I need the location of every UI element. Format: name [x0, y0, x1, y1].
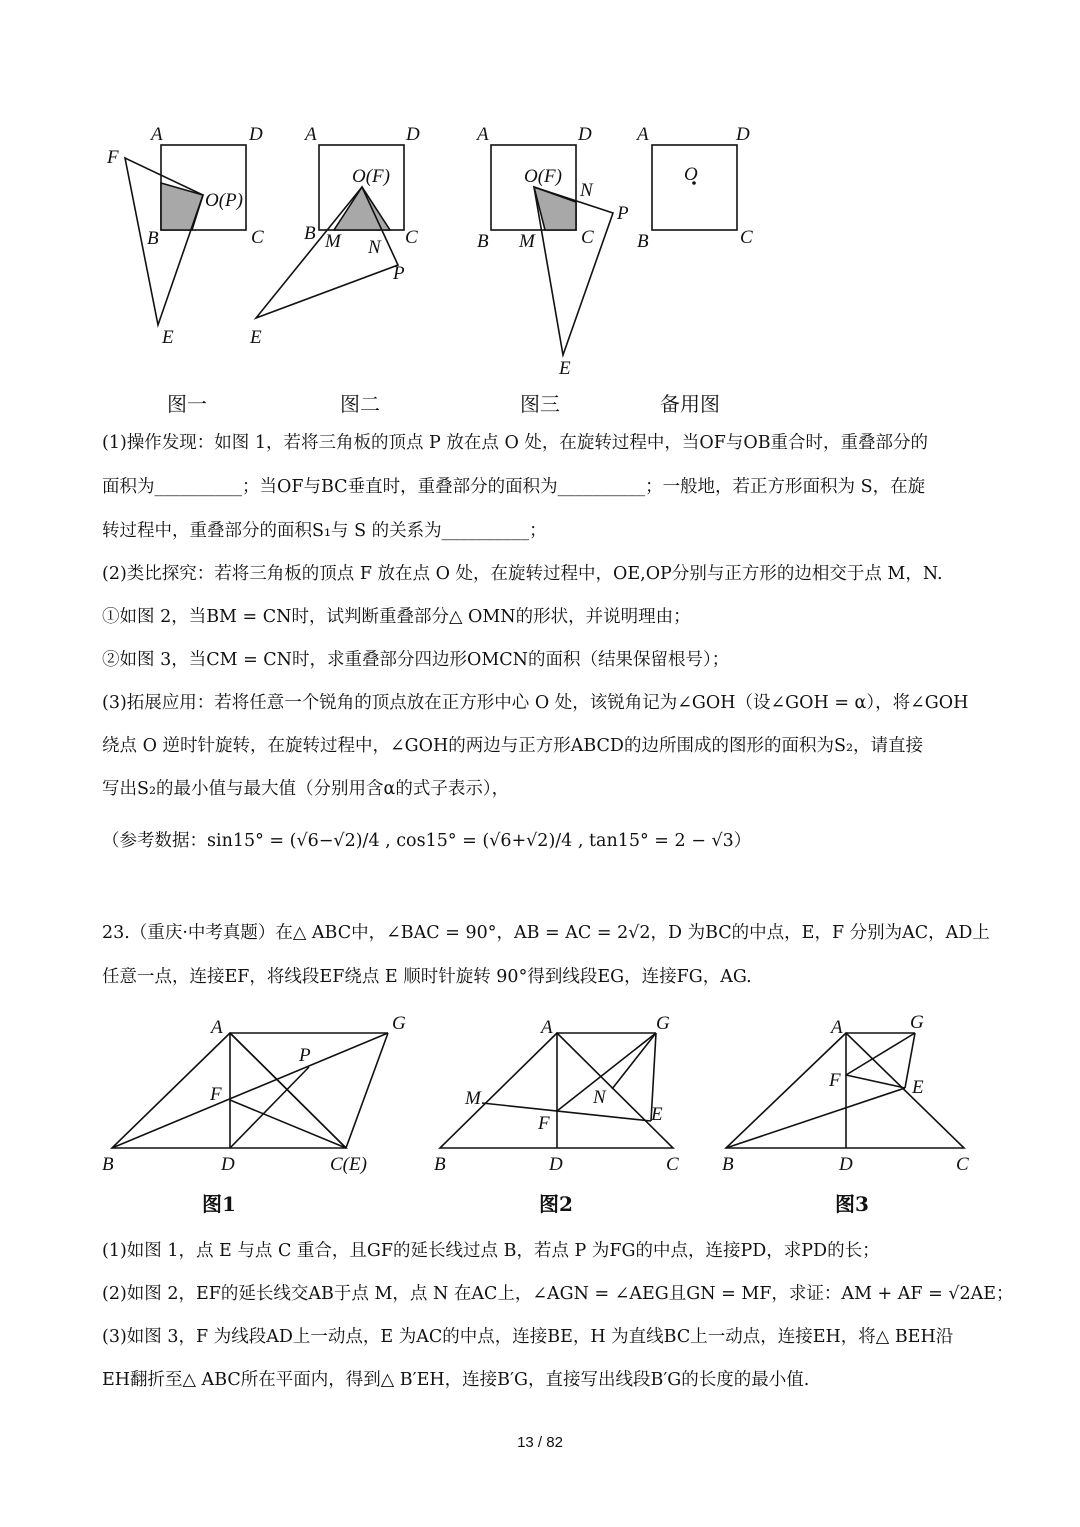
- fig1-label-D: D: [249, 124, 263, 145]
- q22-line-3: 转过程中，重叠部分的面积S₁与 S 的关系为__________；: [102, 521, 547, 541]
- bottom-caption-1: 图1: [202, 1192, 236, 1216]
- bottom-caption-2: 图2: [539, 1192, 573, 1216]
- q22-line-8: 绕点 O 逆时针旋转，在旋转过程中，∠GOH的两边与正方形ABCD的边所围成的图形的面积为S₂，请直接: [102, 736, 923, 756]
- b3-BE: [726, 1088, 905, 1148]
- b3-label-B: B: [722, 1154, 734, 1175]
- fig3-label-E: E: [559, 358, 571, 379]
- b2-label-N: N: [593, 1087, 606, 1108]
- b3-label-D: D: [839, 1154, 853, 1175]
- fig1-label-A: A: [151, 124, 163, 145]
- fig1-label-F: F: [107, 147, 119, 168]
- fig3-label-A: A: [477, 124, 489, 145]
- b1-label-P: P: [299, 1045, 311, 1066]
- q22-line-7: (3)拓展应用：若将任意一个锐角的顶点放在正方形中心 O 处，该锐角记为∠GOH（设∠GOH = α），将∠GOH: [102, 693, 969, 713]
- b2-ME: [482, 1103, 651, 1121]
- fig2-label-N: N: [368, 237, 381, 258]
- fig1-label-C: C: [251, 227, 264, 248]
- fig1-label-E: E: [162, 327, 174, 348]
- q22-line-9: 写出S₂的最小值与最大值（分别用含α的式子表示），: [102, 779, 510, 799]
- fig2-label-M: M: [325, 231, 341, 252]
- b3-triangle: [726, 1033, 964, 1148]
- fig2-label-A: A: [305, 124, 317, 145]
- q22-line-4: (2)类比探究：若将三角板的顶点 F 放在点 O 处，在旋转过程中，OE,OP分别与正方形的边相交于点 M，N.: [102, 564, 943, 584]
- b1-DP: [230, 1067, 309, 1148]
- b3-label-E: E: [912, 1077, 924, 1098]
- b2-label-F: F: [538, 1113, 550, 1134]
- q22-line-1: (1)操作发现：如图 1，若将三角板的顶点 P 放在点 O 处，在旋转过程中，当OF与OB重合时，重叠部分的: [102, 433, 929, 453]
- b1-GC: [346, 1033, 388, 1148]
- q23-part-2: (2)如图 2，EF的延长线交AB于点 M，点 N 在AC上，∠AGN = ∠AEG且GN = MF，求证：AM + AF = √2AE；: [102, 1284, 1014, 1304]
- b2-label-C: C: [666, 1154, 679, 1175]
- top-caption-3: 图三: [520, 392, 560, 416]
- fig1-overlap: [161, 183, 203, 230]
- fig1-label-O: O(P): [205, 190, 243, 211]
- b2-label-D: D: [549, 1154, 563, 1175]
- b3-label-A: A: [831, 1017, 843, 1038]
- b2-label-G: G: [656, 1013, 670, 1034]
- top-caption-1: 图一: [167, 392, 207, 416]
- fig1-label-B: B: [147, 228, 159, 249]
- fig4-label-C: C: [740, 227, 753, 248]
- b3-label-G: G: [910, 1012, 924, 1033]
- fig2-label-C: C: [405, 227, 418, 248]
- b2-label-M: M: [465, 1088, 481, 1109]
- bottom-figures: [0, 1000, 1080, 1185]
- b1-label-F: F: [210, 1084, 222, 1105]
- b2-label-A: A: [541, 1017, 553, 1038]
- q23-part-1: (1)如图 1，点 E 与点 C 重合，且GF的延长线过点 B，若点 P 为FG的中点，连接PD，求PD的长；: [102, 1241, 880, 1261]
- q22-line-6: ②如图 3，当CM = CN时，求重叠部分四边形OMCN的面积（结果保留根号）；: [102, 650, 730, 670]
- b3-FG: [846, 1033, 915, 1075]
- b2-GN: [612, 1033, 656, 1089]
- q22-reference-data: （参考数据：sin15° = (√6−√2)/4 , cos15° = (√6+√2)/4 , tan15° = 2 − √3）: [102, 831, 752, 851]
- top-figures: [0, 0, 1080, 420]
- fig4-label-A: A: [637, 124, 649, 145]
- b1-label-C: C(E): [330, 1154, 367, 1175]
- fig2-label-E: E: [250, 327, 262, 348]
- b1-FC: [230, 1100, 346, 1148]
- fig4-square: [652, 145, 737, 230]
- fig2-label-O: O(F): [352, 166, 390, 187]
- q23-part-3-line-2: EH翻折至△ ABC所在平面内，得到△ B′EH，连接B′G，直接写出线段B′G的长度的最小值.: [102, 1370, 810, 1390]
- fig3-label-D: D: [578, 124, 592, 145]
- fig3-label-P: P: [617, 203, 629, 224]
- fig3-label-C: C: [581, 227, 594, 248]
- fig4-label-O: O: [684, 164, 698, 185]
- b3-label-C: C: [956, 1154, 969, 1175]
- page-number: 13 / 82: [517, 1434, 563, 1451]
- fig2-label-P: P: [393, 263, 405, 284]
- fig3-label-B: B: [477, 231, 489, 252]
- q23-part-3-line-1: (3)如图 3，F 为线段AD上一动点，E 为AC的中点，连接BE，H 为直线BC上一动点，连接EH，将△ BEH沿: [102, 1327, 954, 1347]
- fig4-label-B: B: [637, 231, 649, 252]
- b1-label-D: D: [221, 1154, 235, 1175]
- fig3-label-M: M: [519, 231, 535, 252]
- top-caption-2: 图二: [340, 392, 380, 416]
- q23-line-1: 23.（重庆·中考真题）在△ ABC中，∠BAC = 90°，AB = AC = 2√2，D 为BC的中点，E，F 分别为AC，AD上: [102, 923, 990, 943]
- b1-triangle: [112, 1033, 346, 1148]
- b2-FG: [557, 1033, 656, 1111]
- fig2-overlap: [334, 187, 390, 230]
- fig2-label-D: D: [406, 124, 420, 145]
- b2-label-B: B: [434, 1154, 446, 1175]
- fig3-label-N: N: [580, 180, 593, 201]
- fig3-label-O: O(F): [524, 166, 562, 187]
- b3-label-F: F: [829, 1070, 841, 1091]
- fig4-label-D: D: [736, 124, 750, 145]
- q23-line-2: 任意一点，连接EF，将线段EF绕点 E 顺时针旋转 90°得到线段EG，连接FG，AG.: [102, 967, 752, 987]
- bottom-caption-3: 图3: [835, 1192, 869, 1216]
- top-caption-4: 备用图: [660, 392, 720, 416]
- b1-label-G: G: [392, 1013, 406, 1034]
- q22-line-2: 面积为__________；当OF与BC垂直时，重叠部分的面积为__________；一般地，若正方形面积为 S，在旋: [102, 477, 926, 497]
- b1-label-B: B: [102, 1154, 114, 1175]
- q22-line-5: ①如图 2，当BM = CN时，试判断重叠部分△ OMN的形状，并说明理由；: [102, 607, 691, 627]
- b1-BG: [112, 1033, 388, 1148]
- fig2-label-B: B: [304, 223, 316, 244]
- b1-label-A: A: [211, 1017, 223, 1038]
- b2-label-E: E: [651, 1104, 663, 1125]
